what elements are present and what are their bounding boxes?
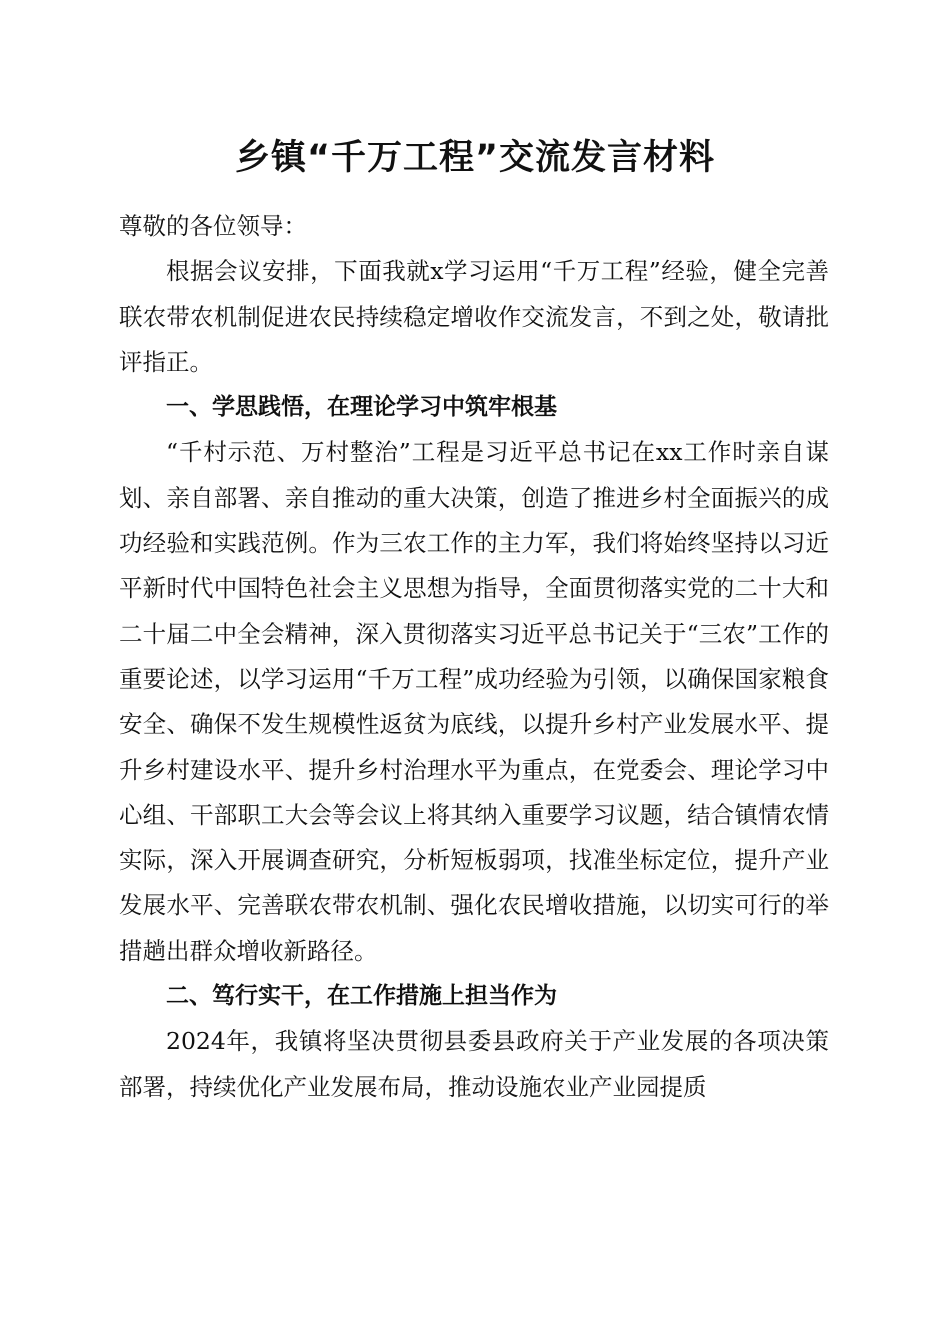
document-title: 乡镇“千万工程”交流发言材料	[234, 138, 715, 178]
salutation: 尊敬的各位领导：	[119, 212, 307, 240]
section-1-heading: 一、学思践悟，在理论学习中筑牢根基	[166, 394, 557, 421]
section-1-paragraph: “千村示范、万村整治”工程是习近平总书记在xx工作时亲自谋划、亲自部署、亲自推动的重大决策，创造了推进乡村全面振兴的成功经验和实践范例。作为三农工作的主力军，我们将始终坚持以习近平新时代中国特色社会主义思想为指导，全面贯彻落实党的二十大和二十届二中全会精神，深入贯彻落实习近平总书记关于“三农”工作的重要论述，以学习运用“千万工程”成功经验为引领，以确保国家粮食安全、确保不发生规模性返贫为底线，以提升乡村产业发展水平、提升乡村建设水平、提升乡村治理水平为重点，在党委会、理论学习中心组、干部职工大会等会议上将其纳入重要学习议题，结合镇情农情实际，深入开展调查研究，分析短板弱项，找准坐标定位，提升产业发展水平、完善联农带农机制、强化农民增收措施，以切实可行的举措趟出群众增收新路径。	[119, 438, 829, 965]
section-2-heading: 二、笃行实干，在工作措施上担当作为	[166, 983, 557, 1010]
intro-paragraph: 根据会议安排，下面我就x学习运用“千万工程”经验，健全完善联农带农机制促进农民持续稳定增收作交流发言，不到之处，敬请批评指正。	[119, 257, 829, 376]
section-2-paragraph: 2024年，我镇将坚决贯彻县委县政府关于产业发展的各项决策部署，持续优化产业发展布局，推动设施农业产业园提质	[119, 1027, 829, 1101]
document-body	[119, 204, 829, 1110]
